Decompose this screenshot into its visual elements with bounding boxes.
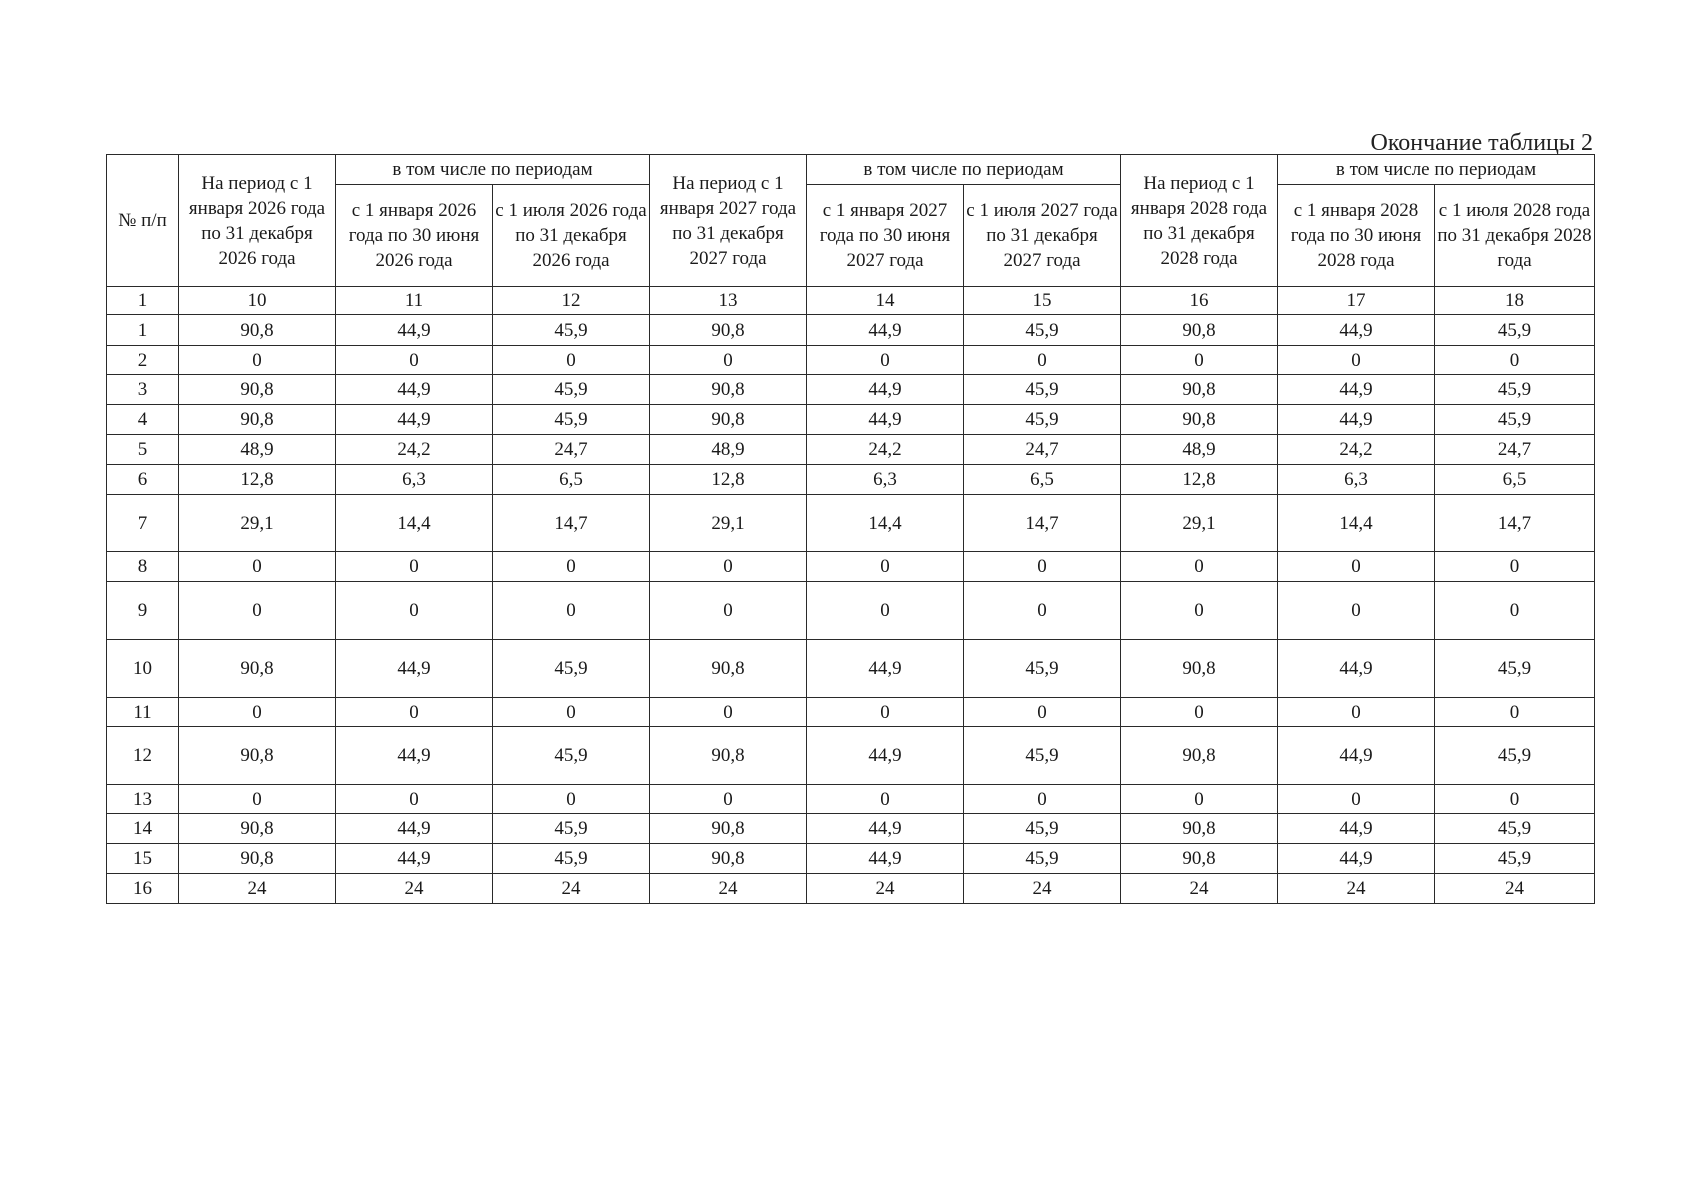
table-row bbox=[107, 814, 1595, 844]
table-cell: 45,9 bbox=[1435, 405, 1595, 435]
table-cell: 0 bbox=[1278, 346, 1435, 375]
header-2026-h1: с 1 января 2026 года по 30 июня 2026 года bbox=[336, 185, 493, 287]
table-cell: 3 bbox=[107, 375, 179, 405]
table-cell: 24 bbox=[1435, 874, 1595, 904]
data-table bbox=[106, 154, 1595, 904]
table-cell: 45,9 bbox=[964, 814, 1121, 844]
table-row bbox=[107, 727, 1595, 785]
column-number: 1 bbox=[107, 287, 179, 315]
table-cell: 6,3 bbox=[1278, 465, 1435, 495]
table-cell: 44,9 bbox=[1278, 375, 1435, 405]
table-cell: 90,8 bbox=[650, 844, 807, 874]
table-cell: 45,9 bbox=[1435, 375, 1595, 405]
table-cell: 0 bbox=[1278, 582, 1435, 640]
header-2028-h2: с 1 июля 2028 года по 31 декабря 2028 года bbox=[1435, 185, 1595, 287]
table-cell: 0 bbox=[179, 698, 336, 727]
table-cell: 24 bbox=[1121, 874, 1278, 904]
table-cell: 8 bbox=[107, 552, 179, 582]
table-cell: 0 bbox=[1121, 582, 1278, 640]
table-cell: 0 bbox=[336, 552, 493, 582]
table-cell: 48,9 bbox=[179, 435, 336, 465]
table-cell: 0 bbox=[1435, 785, 1595, 814]
header-period-2028: На период с 1 января 2028 года по 31 декабря 2028 года bbox=[1121, 155, 1278, 287]
table-cell: 90,8 bbox=[650, 727, 807, 785]
table-cell: 12 bbox=[107, 727, 179, 785]
table-cell: 0 bbox=[964, 698, 1121, 727]
table-cell: 48,9 bbox=[650, 435, 807, 465]
table-cell: 45,9 bbox=[1435, 640, 1595, 698]
table-row bbox=[107, 785, 1595, 814]
table-cell: 0 bbox=[1121, 552, 1278, 582]
table-cell: 0 bbox=[650, 582, 807, 640]
column-number: 14 bbox=[807, 287, 964, 315]
table-cell: 0 bbox=[807, 785, 964, 814]
table-cell: 45,9 bbox=[964, 844, 1121, 874]
table-cell: 11 bbox=[107, 698, 179, 727]
table-cell: 14 bbox=[107, 814, 179, 844]
table-cell: 44,9 bbox=[807, 814, 964, 844]
table-cell: 44,9 bbox=[336, 315, 493, 346]
column-number: 11 bbox=[336, 287, 493, 315]
table-cell: 45,9 bbox=[493, 814, 650, 844]
table-cell: 24,7 bbox=[964, 435, 1121, 465]
header-period-2027: На период с 1 января 2027 года по 31 декабря 2027 года bbox=[650, 155, 807, 287]
header-2028-h1: с 1 января 2028 года по 30 июня 2028 года bbox=[1278, 185, 1435, 287]
table-cell: 0 bbox=[1435, 346, 1595, 375]
table-cell: 29,1 bbox=[179, 495, 336, 552]
table-cell: 45,9 bbox=[964, 315, 1121, 346]
table-cell: 2 bbox=[107, 346, 179, 375]
table-cell: 9 bbox=[107, 582, 179, 640]
table-cell: 44,9 bbox=[336, 405, 493, 435]
table-cell: 90,8 bbox=[1121, 727, 1278, 785]
column-number-row bbox=[107, 287, 1595, 315]
table-cell: 44,9 bbox=[336, 844, 493, 874]
table-cell: 44,9 bbox=[807, 315, 964, 346]
table-cell: 24,2 bbox=[1278, 435, 1435, 465]
table-cell: 0 bbox=[1435, 582, 1595, 640]
table-cell: 45,9 bbox=[1435, 814, 1595, 844]
table-cell: 6,5 bbox=[964, 465, 1121, 495]
table-cell: 0 bbox=[179, 346, 336, 375]
table-cell: 44,9 bbox=[1278, 844, 1435, 874]
table-cell: 0 bbox=[1278, 552, 1435, 582]
table-cell: 90,8 bbox=[1121, 640, 1278, 698]
table-cell: 44,9 bbox=[807, 727, 964, 785]
table-cell: 0 bbox=[964, 346, 1121, 375]
table-cell: 0 bbox=[1121, 346, 1278, 375]
table-cell: 44,9 bbox=[807, 640, 964, 698]
table-cell: 90,8 bbox=[650, 640, 807, 698]
table-cell: 44,9 bbox=[1278, 405, 1435, 435]
table-cell: 0 bbox=[650, 698, 807, 727]
table-cell: 0 bbox=[807, 698, 964, 727]
table-cell: 44,9 bbox=[336, 727, 493, 785]
table-cell: 24 bbox=[807, 874, 964, 904]
table-cell: 0 bbox=[336, 582, 493, 640]
table-cell: 29,1 bbox=[650, 495, 807, 552]
table-row bbox=[107, 495, 1595, 552]
table-cell: 0 bbox=[493, 698, 650, 727]
table-cell: 45,9 bbox=[493, 727, 650, 785]
table-cell: 90,8 bbox=[1121, 405, 1278, 435]
table-cell: 6,5 bbox=[1435, 465, 1595, 495]
table-cell: 44,9 bbox=[807, 405, 964, 435]
table-cell: 24 bbox=[336, 874, 493, 904]
table-cell: 0 bbox=[807, 346, 964, 375]
table-cell: 6,5 bbox=[493, 465, 650, 495]
table-cell: 90,8 bbox=[1121, 814, 1278, 844]
table-cell: 44,9 bbox=[1278, 640, 1435, 698]
table-cell: 0 bbox=[1278, 785, 1435, 814]
table-cell: 0 bbox=[964, 785, 1121, 814]
table-cell: 0 bbox=[1435, 698, 1595, 727]
table-cell: 0 bbox=[179, 552, 336, 582]
header-2026-h2: с 1 июля 2026 года по 31 декабря 2026 года bbox=[493, 185, 650, 287]
table-cell: 24,7 bbox=[1435, 435, 1595, 465]
table-cell: 90,8 bbox=[179, 405, 336, 435]
table-cell: 44,9 bbox=[807, 375, 964, 405]
table-cell: 90,8 bbox=[1121, 844, 1278, 874]
column-number: 12 bbox=[493, 287, 650, 315]
table-cell: 12,8 bbox=[1121, 465, 1278, 495]
table-cell: 0 bbox=[493, 582, 650, 640]
table-cell: 0 bbox=[650, 552, 807, 582]
table-cell: 90,8 bbox=[179, 814, 336, 844]
table-cell: 45,9 bbox=[964, 727, 1121, 785]
table-cell: 45,9 bbox=[493, 640, 650, 698]
column-number: 10 bbox=[179, 287, 336, 315]
table-row bbox=[107, 465, 1595, 495]
table-cell: 0 bbox=[1278, 698, 1435, 727]
table-cell: 16 bbox=[107, 874, 179, 904]
table-cell: 0 bbox=[1121, 785, 1278, 814]
table-cell: 14,4 bbox=[336, 495, 493, 552]
table-cell: 0 bbox=[964, 582, 1121, 640]
table-row bbox=[107, 844, 1595, 874]
table-cell: 90,8 bbox=[1121, 375, 1278, 405]
table-caption: Окончание таблицы 2 bbox=[1370, 130, 1593, 156]
table-cell: 0 bbox=[650, 346, 807, 375]
table-cell: 12,8 bbox=[650, 465, 807, 495]
table-row bbox=[107, 435, 1595, 465]
header-row-number: № п/п bbox=[107, 155, 179, 287]
table-cell: 90,8 bbox=[650, 405, 807, 435]
table-cell: 24 bbox=[179, 874, 336, 904]
table-cell: 0 bbox=[336, 785, 493, 814]
table-cell: 90,8 bbox=[650, 375, 807, 405]
table-cell: 0 bbox=[493, 346, 650, 375]
table-row bbox=[107, 405, 1595, 435]
header-subperiods-2026: в том числе по периодам bbox=[336, 155, 650, 185]
table-cell: 12,8 bbox=[179, 465, 336, 495]
table-row bbox=[107, 375, 1595, 405]
table-cell: 90,8 bbox=[179, 315, 336, 346]
header-2027-h2: с 1 июля 2027 года по 31 декабря 2027 года bbox=[964, 185, 1121, 287]
column-number: 15 bbox=[964, 287, 1121, 315]
table-cell: 45,9 bbox=[1435, 727, 1595, 785]
table-cell: 90,8 bbox=[650, 814, 807, 844]
table-cell: 14,4 bbox=[1278, 495, 1435, 552]
table-cell: 24 bbox=[1278, 874, 1435, 904]
table-cell: 44,9 bbox=[336, 375, 493, 405]
table-cell: 4 bbox=[107, 405, 179, 435]
table-cell: 45,9 bbox=[964, 405, 1121, 435]
table-cell: 24 bbox=[493, 874, 650, 904]
column-number: 18 bbox=[1435, 287, 1595, 315]
table-row bbox=[107, 698, 1595, 727]
table-cell: 6,3 bbox=[336, 465, 493, 495]
table-cell: 1 bbox=[107, 315, 179, 346]
table-cell: 0 bbox=[807, 582, 964, 640]
table-cell: 24,2 bbox=[807, 435, 964, 465]
table-cell: 90,8 bbox=[179, 640, 336, 698]
table-cell: 14,7 bbox=[493, 495, 650, 552]
table-cell: 44,9 bbox=[1278, 315, 1435, 346]
table-cell: 90,8 bbox=[650, 315, 807, 346]
table-cell: 90,8 bbox=[179, 844, 336, 874]
table-row bbox=[107, 582, 1595, 640]
table-cell: 0 bbox=[493, 552, 650, 582]
table-cell: 14,4 bbox=[807, 495, 964, 552]
table-cell: 90,8 bbox=[179, 727, 336, 785]
table-cell: 24,7 bbox=[493, 435, 650, 465]
table-cell: 29,1 bbox=[1121, 495, 1278, 552]
table-row bbox=[107, 874, 1595, 904]
table-cell: 15 bbox=[107, 844, 179, 874]
table-row bbox=[107, 346, 1595, 375]
table-cell: 0 bbox=[1435, 552, 1595, 582]
table-cell: 44,9 bbox=[1278, 727, 1435, 785]
table-cell: 24,2 bbox=[336, 435, 493, 465]
table-cell: 44,9 bbox=[336, 814, 493, 844]
header-2027-h1: с 1 января 2027 года по 30 июня 2027 года bbox=[807, 185, 964, 287]
table-cell: 0 bbox=[336, 698, 493, 727]
table-cell: 44,9 bbox=[1278, 814, 1435, 844]
table-cell: 90,8 bbox=[1121, 315, 1278, 346]
table-cell: 24 bbox=[650, 874, 807, 904]
table-cell: 45,9 bbox=[964, 640, 1121, 698]
table-cell: 14,7 bbox=[1435, 495, 1595, 552]
table-cell: 0 bbox=[964, 552, 1121, 582]
table-cell: 6 bbox=[107, 465, 179, 495]
header-subperiods-2028: в том числе по периодам bbox=[1278, 155, 1595, 185]
table-cell: 14,7 bbox=[964, 495, 1121, 552]
table-cell: 5 bbox=[107, 435, 179, 465]
column-number: 17 bbox=[1278, 287, 1435, 315]
table-cell: 0 bbox=[650, 785, 807, 814]
table-cell: 10 bbox=[107, 640, 179, 698]
table-cell: 0 bbox=[179, 785, 336, 814]
table-cell: 0 bbox=[493, 785, 650, 814]
table-cell: 0 bbox=[336, 346, 493, 375]
table-cell: 24 bbox=[964, 874, 1121, 904]
column-number: 13 bbox=[650, 287, 807, 315]
table-row bbox=[107, 315, 1595, 346]
table-cell: 45,9 bbox=[493, 405, 650, 435]
table-cell: 44,9 bbox=[336, 640, 493, 698]
table-cell: 45,9 bbox=[1435, 315, 1595, 346]
table-cell: 0 bbox=[179, 582, 336, 640]
header-period-2026: На период с 1 января 2026 года по 31 декабря 2026 года bbox=[179, 155, 336, 287]
table-cell: 90,8 bbox=[179, 375, 336, 405]
table-row bbox=[107, 640, 1595, 698]
table-cell: 7 bbox=[107, 495, 179, 552]
table-row bbox=[107, 552, 1595, 582]
table-cell: 0 bbox=[1121, 698, 1278, 727]
table-cell: 48,9 bbox=[1121, 435, 1278, 465]
table-cell: 45,9 bbox=[493, 844, 650, 874]
table-cell: 45,9 bbox=[493, 315, 650, 346]
table-cell: 45,9 bbox=[964, 375, 1121, 405]
table-cell: 45,9 bbox=[1435, 844, 1595, 874]
table-cell: 45,9 bbox=[493, 375, 650, 405]
table-cell: 44,9 bbox=[807, 844, 964, 874]
table-cell: 6,3 bbox=[807, 465, 964, 495]
table-cell: 13 bbox=[107, 785, 179, 814]
column-number: 16 bbox=[1121, 287, 1278, 315]
header-subperiods-2027: в том числе по периодам bbox=[807, 155, 1121, 185]
table-cell: 0 bbox=[807, 552, 964, 582]
